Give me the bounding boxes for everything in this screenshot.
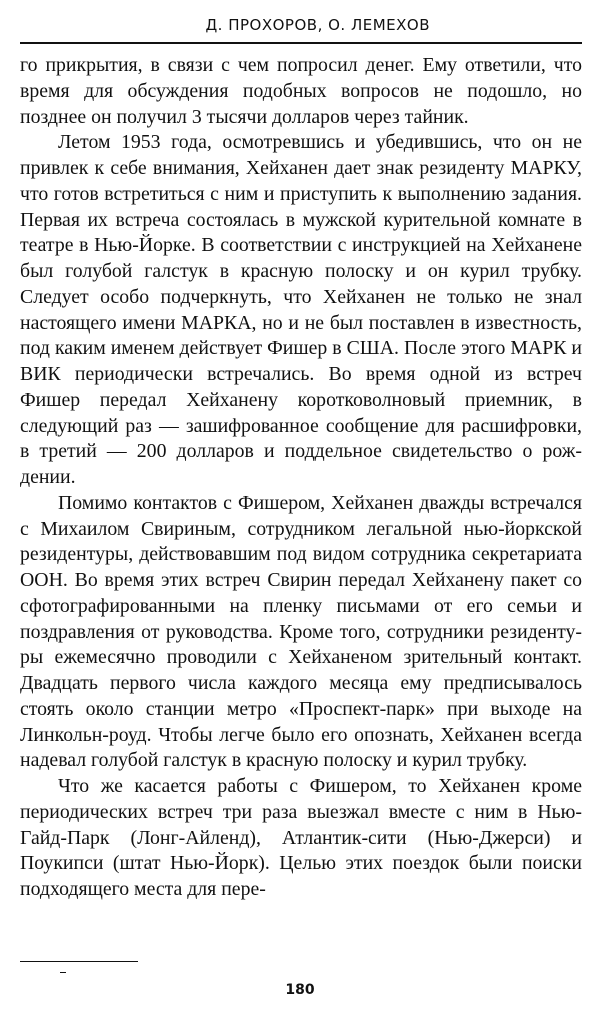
running-head: Д. ПРОХОРОВ, О. ЛЕМЕХОВ — [205, 16, 430, 34]
paragraph: Помимо контактов с Фишером, Хейханен дважды встречался с Михаилом Свириным, сотрудником легальной нью-йоркской резидентуры, действовавшим под видом сотрудника секретариата ООН. Во время этих встреч Свирин передал Хейханену пакет со сфотографированными на пленку письмами от его семьи и поздравления от руководства. Кроме того, сотрудники резидентуры ежемесячно проводили с Хейханеном зрительный контакт. Двадцать первого числа каждого месяца ему предписывалось стоять около станции метро «Проспект-парк» при выходе на Линкольн-роуд. Чтобы легче было его опознать, Хейханен всегда надевал голубой галстук в красную полоску и курил трубку. — [20, 491, 582, 772]
paragraph: Летом 1953 года, осмотревшись и убедившись, что он не привлек к себе внимания, Хейханен дает знак резиденту МАРКУ, что готов встретиться с ним и приступить к выполнению задания. Первая их встреча состоялась в мужской курительной комнате в театре в Нью-Йорке. В соответствии с инструкцией на Хейханене был голубой галстук в красную полоску и он курил трубку. Следует особо подчеркнуть, что Хейханен не только не знал настоящего имени МАРКА, но и не был поставлен в известность, под каким именем действует Фишер в США. После этого МАРК и ВИК периодически встречались. Во время одной из встреч Фишер передал Хейханену коротковолновый приемник, в следующий раз — зашифрованное сообщение для расшифровки, в третий — 200 долларов и поддельное свидетельство о рождении. — [20, 131, 582, 488]
paragraph-continuation: го прикрытия, в связи с чем попросил денег. Ему ответили, что время для обсуждения подобных вопросов не подошло, но позднее он получил 3 тысячи долларов через тайник. — [20, 54, 582, 128]
paragraph: Что же касается работы с Фишером, то Хейханен кроме периодических встреч три раза выезжал вместе с ним в Нью-Гайд-Парк (Лонг-Айленд), Атлантик-сити (Нью-Джерси) и Поукипси (штат Нью-Йорк). Целью этих поездок были поиски подходящего места для пере- — [20, 775, 582, 900]
body-text — [20, 53, 582, 903]
footnote-dash — [60, 972, 66, 973]
footnote-rule — [20, 961, 138, 962]
page-number: 180 — [285, 982, 315, 998]
header-rule — [20, 42, 582, 44]
